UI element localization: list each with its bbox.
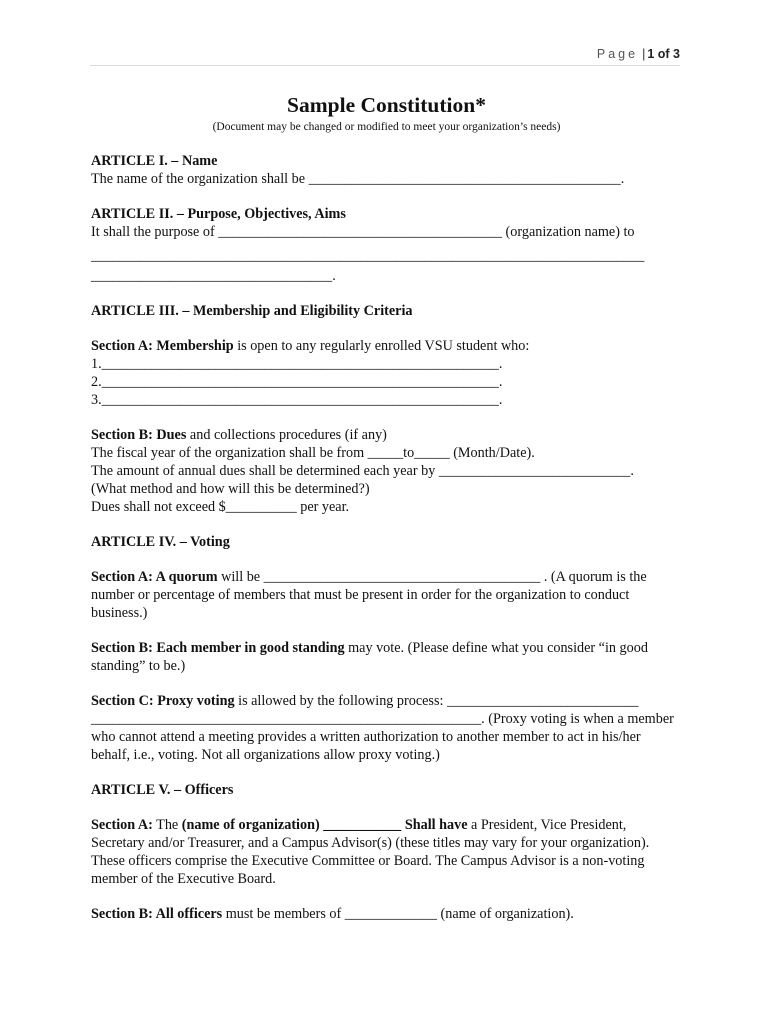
- article-2-line-3: __________________________________.: [91, 268, 336, 284]
- membership-item-2: 2.________________________________________________________.: [91, 374, 503, 390]
- article-5-section-a: Section A: The (name of organization) ___________ Shall have a President, Vice President, Secretary and/or Treasurer, and a Campus Advisor(s) (these titles may vary for your organization). These officers comprise the Executive Committee or Board. The Campus Advisor is a non-voting member of the Executive Board.: [91, 817, 650, 887]
- article-3-section-a: Section A: Membership is open to any regularly enrolled VSU student who:: [91, 338, 530, 354]
- article-5-section-b: Section B: All officers must be members of _____________ (name of organization).: [91, 906, 574, 922]
- article-1-line: The name of the organization shall be ____________________________________________.: [91, 171, 625, 187]
- article-4-section-c: Section C: Proxy voting is allowed by the following process: ___________________________ _______________________________________________________. (Proxy voting is when a member who cannot attend a meeting provides a written authorization to another member to act in his/her behalf, i.e., voting. Not all organizations allow proxy voting.): [91, 693, 674, 763]
- document-title: Sample Constitution*: [287, 93, 486, 117]
- article-2-line-2: ______________________________________________________________________________: [91, 248, 645, 264]
- membership-item-3: 3.________________________________________________________.: [91, 392, 503, 408]
- page-number: 1 of 3: [647, 47, 680, 61]
- article-1-heading: ARTICLE I. – Name: [91, 153, 218, 169]
- page-header: [90, 47, 680, 66]
- dues-amount: The amount of annual dues shall be determined each year by ___________________________.: [91, 463, 634, 479]
- article-2-heading: ARTICLE II. – Purpose, Objectives, Aims: [91, 206, 346, 222]
- document-subtitle: (Document may be changed or modified to meet your organization’s needs): [212, 121, 561, 133]
- article-4-heading: ARTICLE IV. – Voting: [91, 534, 230, 550]
- article-2-line-1: It shall the purpose of ________________________________________ (organization name) to: [91, 224, 635, 240]
- article-3-heading: ARTICLE III. – Membership and Eligibility Criteria: [91, 303, 413, 319]
- page-separator: |: [642, 47, 646, 61]
- document-body: [91, 91, 682, 923]
- page-word: Page: [596, 47, 639, 61]
- article-3-section-b: Section B: Dues and collections procedures (if any): [91, 427, 387, 443]
- article-4-section-a: Section A: A quorum will be _______________________________________ . (A quorum is the number or percentage of members that must be present in order for the organization to conduct business.): [91, 569, 647, 621]
- dues-method: (What method and how will this be determined?): [91, 481, 370, 497]
- dues-fiscal-year: The fiscal year of the organization shall be from _____to_____ (Month/Date).: [91, 445, 535, 461]
- article-5-heading: ARTICLE V. – Officers: [91, 782, 234, 798]
- dues-limit: Dues shall not exceed $__________ per year.: [91, 499, 350, 515]
- article-4-section-b: Section B: Each member in good standing may vote. (Please define what you consider “in good standing” to be.): [91, 640, 648, 674]
- membership-item-1: 1.________________________________________________________.: [91, 356, 503, 372]
